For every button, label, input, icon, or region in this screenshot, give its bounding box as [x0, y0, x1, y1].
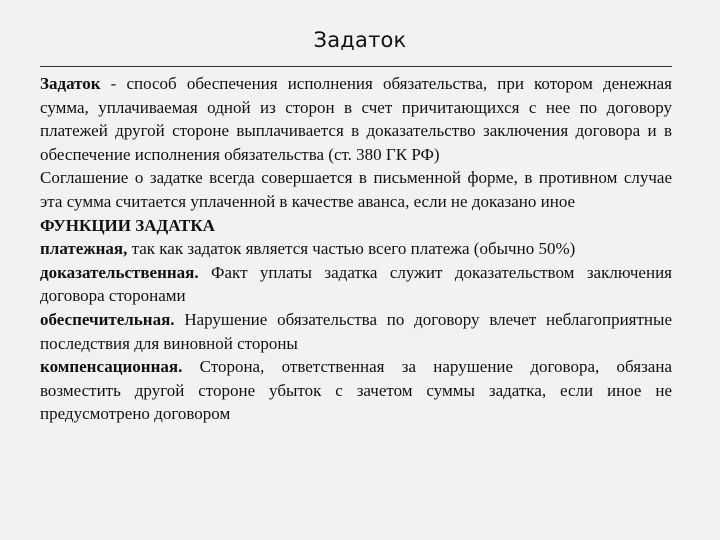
function-item-securing: [40, 308, 672, 355]
function-term: компенсационная.: [40, 357, 183, 377]
agreement-paragraph: Соглашение о задатке всегда совершается в письменной форме, в противном случае эта сумма считается уплаченной в качестве аванса, если не доказано иное: [40, 168, 672, 211]
title-divider: [40, 66, 672, 67]
slide-title: Задаток: [313, 28, 407, 52]
function-text: так как задаток является частью всего платежа (обычно 50%): [127, 239, 576, 259]
function-term: платежная,: [40, 239, 128, 259]
function-item-payment: [40, 237, 672, 261]
function-text: Факт уплаты задатка служит доказательством заключения договора сторонами: [40, 262, 672, 306]
function-term: обеспечительная.: [40, 309, 175, 329]
function-text: Нарушение обязательства по договору влечет неблагоприятные последствия для виновной стороны: [40, 309, 672, 353]
definition-paragraph: [40, 72, 672, 166]
function-text: Сторона, ответственная за нарушение договора, обязана возместить другой стороне убыток с зачетом суммы задатка, если иное не предусмотрено договором: [40, 357, 672, 424]
slide-body: [40, 72, 672, 426]
function-item-evidentiary: [40, 261, 672, 308]
function-term: доказательственная.: [40, 262, 199, 282]
functions-heading: ФУНКЦИИ ЗАДАТКА: [40, 215, 215, 235]
function-item-compensatory: [40, 355, 672, 426]
definition-text: - способ обеспечения исполнения обязательства, при котором денежная сумма, уплачиваемая одной из сторон в счет причитающихся с нее по договору платежей другой стороне выплачивается в доказательство заключения договора и в обеспечение исполнения обязательства (ст. 380 ГК РФ): [40, 74, 672, 164]
definition-term: Задаток: [40, 74, 101, 93]
